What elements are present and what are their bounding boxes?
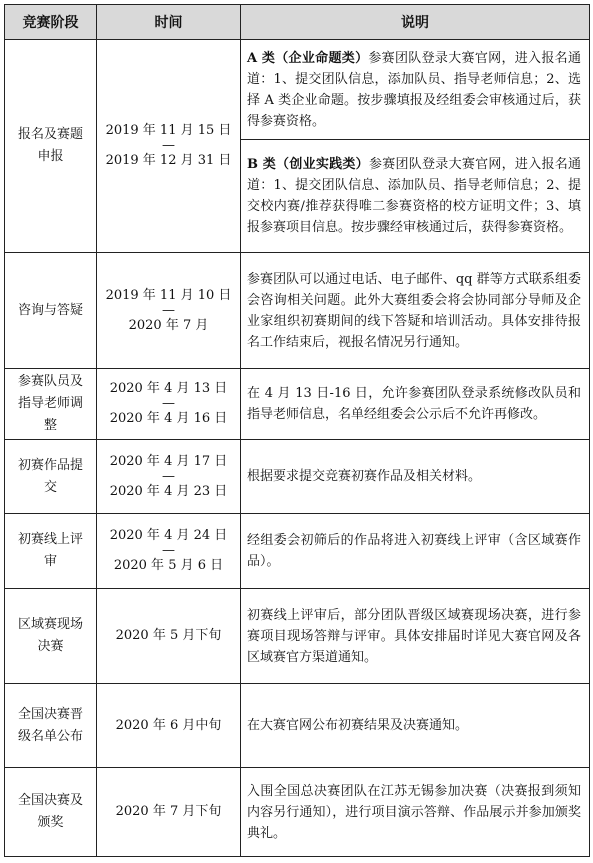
time-cell: 2020 年 6 月中旬 [97, 684, 241, 768]
description-cell: 参赛团队可以通过电话、电子邮件、qq 群等方式联系组委会咨询相关问题。此外大赛组委会将会协同部分导师及企业家组织初赛期间的线下答疑和培训活动。具体安排待报名工作结束后，视报名情况另行通知。 [241, 253, 590, 369]
stage-cell: 区域赛现场决赛 [5, 589, 97, 684]
stage-cell: 咨询与答疑 [5, 253, 97, 369]
stage-cell: 初赛作品提交 [5, 440, 97, 514]
time-dash: — [162, 543, 175, 558]
description-cell: 在大赛官网公布初赛结果及决赛通知。 [241, 684, 590, 768]
table-row [5, 684, 590, 768]
table-row [5, 768, 590, 857]
time-cell [97, 440, 241, 514]
description-cell: 经组委会初筛后的作品将进入初赛线上评审（含区域赛作品）。 [241, 514, 590, 589]
stage-cell: 报名及赛题申报 [5, 40, 97, 253]
description-cell: 在 4 月 13 日-16 日，允许参赛团队登录系统修改队员和指导老师信息，名单经组委会公示后不允许再修改。 [241, 369, 590, 440]
description-cell-a [241, 40, 590, 140]
time-dash: — [162, 302, 175, 318]
description-cell: 初赛线上评审后，部分团队晋级区域赛现场决赛，进行参赛项目现场答辩与评审。具体安排届时详见大赛官网及各区域赛官方渠道通知。 [241, 589, 590, 684]
category-a-title: A 类（企业命题类） [247, 50, 369, 66]
description-cell: 入围全国总决赛团队在江苏无锡参加决赛（决赛报到须知内容另行通知），进行项目演示答辩、作品展示并参加颁奖典礼。 [241, 768, 590, 857]
table-row [5, 253, 590, 369]
time-dash: — [162, 468, 175, 484]
header-row [5, 5, 590, 40]
table-row [5, 440, 590, 514]
stage-cell: 全国决赛及颁奖 [5, 768, 97, 857]
time-end: 2020 年 4 月 16 日 [109, 411, 228, 426]
table-row [5, 514, 590, 589]
time-end: 2020 年 5 月 6 日 [113, 558, 224, 573]
stage-cell: 初赛线上评审 [5, 514, 97, 589]
category-a-text: 参赛团队登录大赛官网，进入报名通道：1、提交团队信息，添加队员、指导老师信息；2、选择 A 类企业命题。按步骤填报及经组委会审核通过后，获得参赛资格。 [247, 50, 581, 129]
header-time: 时间 [97, 5, 241, 40]
time-cell: 2020 年 5 月下旬 [97, 589, 241, 684]
time-cell [97, 514, 241, 589]
category-b-title: B 类（创业实践类） [247, 157, 369, 172]
description-cell-b [241, 140, 590, 253]
time-start: 2019 年 11 月 15 日 [105, 123, 232, 138]
header-description: 说明 [241, 5, 590, 40]
time-dash: — [162, 396, 175, 411]
time-end: 2020 年 4 月 23 日 [109, 483, 228, 499]
time-cell [97, 40, 241, 253]
time-start: 2020 年 4 月 24 日 [109, 528, 228, 543]
table-row [5, 40, 590, 140]
time-start: 2020 年 4 月 17 日 [109, 453, 228, 469]
stage-cell: 参赛队员及指导老师调整 [5, 369, 97, 440]
time-cell: 2020 年 7 月下旬 [97, 768, 241, 857]
time-dash: — [162, 138, 175, 153]
table-row [5, 589, 590, 684]
time-end: 2020 年 7 月 [128, 317, 209, 333]
time-cell [97, 369, 241, 440]
competition-schedule-table [4, 4, 590, 857]
table-row [5, 369, 590, 440]
time-start: 2019 年 11 月 10 日 [105, 287, 232, 303]
time-cell [97, 253, 241, 369]
description-cell: 根据要求提交竞赛初赛作品及相关材料。 [241, 440, 590, 514]
time-end: 2019 年 12 月 31 日 [105, 153, 232, 168]
category-b-text: 参赛团队登录大赛官网，进入报名通道：1、提交团队信息、添加队员、指导老师信息；2、提交校内赛/推荐获得唯二参赛资格的校方证明文件；3、填报参赛项目信息。按步骤经审核通过后，获得参赛资格。 [247, 157, 581, 235]
header-stage: 竞赛阶段 [5, 5, 97, 40]
time-start: 2020 年 4 月 13 日 [109, 381, 228, 396]
stage-cell: 全国决赛晋级名单公布 [5, 684, 97, 768]
